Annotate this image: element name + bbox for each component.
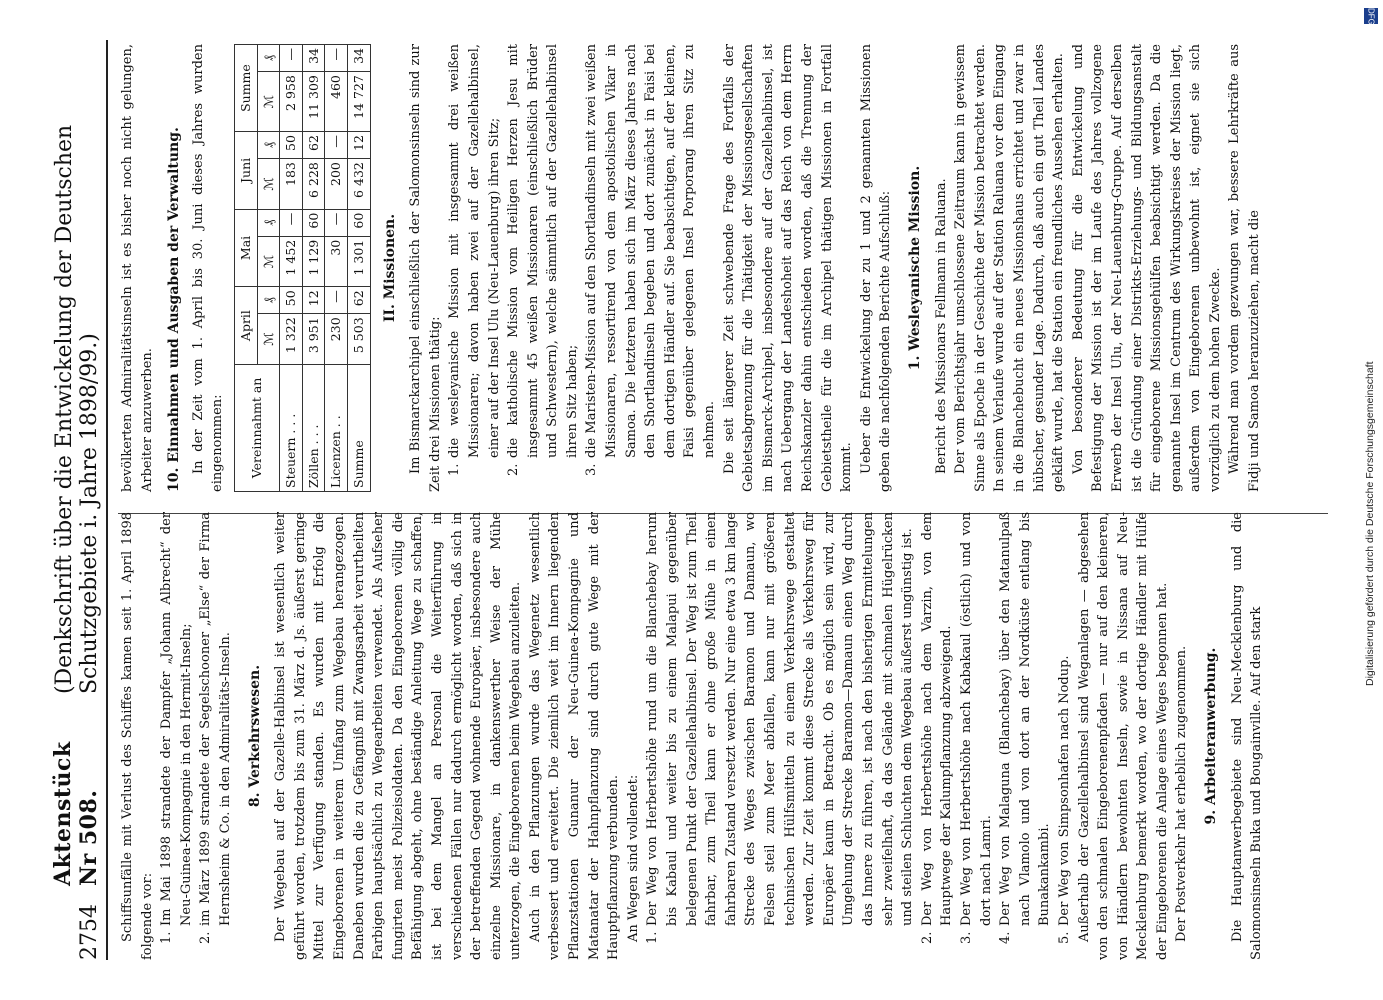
table-row-total: Summe 5 503 62 1 301 60 6 432 12 14 727 34 <box>347 45 370 492</box>
paragraph: Auch in den Pflanzungen wurde das Wegenetz wesentlich verbessert und erweitert. Die ziemlich weit im Innern liegenden Pflanzstationen Gunanur der Neu-Guinea-Kompagnie und Matanatar der Hahnpflanzung sind durch gute Wege mit der Hauptpflanzung verbunden. <box>527 512 622 960</box>
unit-header: ℳ <box>257 72 280 132</box>
list-item: 2.die katholische Mission vom Heiligen Herzen Jesu mit insgesammt 45 weißen Missionaren (einschließlich Brüder und Schwestern), welche sämmtlich auf der Gazellehalbinsel ihren Sitz haben; <box>506 44 580 476</box>
digitization-note: Digitalisierung gefördert durch die Deutsche Forschungsgemeinschaft <box>1364 361 1376 686</box>
table-header: Summe <box>234 45 257 132</box>
unit-header: ₰ <box>257 132 280 159</box>
list-item: 3.die Maristen-Mission auf den Shortlandinseln mit zwei weißen Missionaren, ressortirend von dem apostolischen Vikar in Samoa. Die letzteren haben sich im März dieses Jahres nach den Shortlandinseln begeben und dort zunächst in Faisi bei dem dortigen Händler auf. Sie beabsichtigen, auf der kleinen, Faisi gegenüber gelegenen Insel Porporang ihren Sitz zu nehmen. <box>584 44 718 476</box>
table-row: Zöllen . . . 3 951 12 1 129 60 6 228 62 11 309 34 <box>302 45 325 492</box>
paragraph: Der Postverkehr hat erheblich zugenommen. <box>1174 645 1190 942</box>
list-item: 4.Der Weg von Malaguna (Blanchebay) über den Matanulpaß nach Vlamolo und von dort an der Nordküste entlang bis Bunakankambi. <box>998 512 1053 944</box>
right-column <box>118 44 1265 492</box>
unit-header: ₰ <box>257 209 280 236</box>
page-header <box>50 40 102 960</box>
left-column <box>118 512 1267 960</box>
section-heading: 9. Arbeiteranwerbung. <box>1203 647 1220 825</box>
list-item: 3.Der Weg von Herbertshöhe nach Kabakaul (östlich) und von dort nach Lamri. <box>958 512 994 944</box>
paragraph: Bericht des Missionars Fellmann in Raluana. <box>933 178 949 474</box>
section-heading: II. Missionen. <box>381 213 398 323</box>
list-item: 2.im März 1899 strandete der Segelschooner „Else“ der Firma Hernsheim & Co. in den Admiralitäts-Inseln. <box>198 512 233 944</box>
section-heading: 10. Einnahmen und Ausgaben der Verwaltung. <box>166 127 183 492</box>
list-item: 2.Der Weg von Herbertshöhe nach dem Varzin, von dem Hauptwege der Kalumpflanzung abzweigend. <box>919 512 955 944</box>
paragraph: Schiffsunfälle mit Verlust des Schiffes kamen seit 1. April 1898 folgende vor: <box>120 512 155 960</box>
paragraph: Von besonderer Bedeutung für die Entwickelung und Befestigung der Mission ist der im Laufe des Jahres vollzogene Erwerb der Insel Ulu, der Neu-Lauenburg-Gruppe. Auf derselben ist die Gründung einer Distrikts-Erziehungs- und Bildungsanstalt für eingeborene Missionsgehülfen beabsichtigt werden. Da die genannte Insel im Centrum des Wirkungskreises der Mission liegt, außerdem von Eingeborenen unbewohnt ist, eignet sie sich vorzüglich zu dem hohen Zwecke. <box>1070 44 1223 492</box>
list-item: 1.Der Weg von Herbertshöhe rund um die Blanchebay herum bis Kabaul und weiter bis zu einem Malapui gegenüber belegenen Punkt der Gazellehalbinsel. Der Weg ist zum Theil fahrbar, zum Theil kann er ohne große Mühe in einen fahrbaren Zustand versetzt werden. Nur eine etwa 3 km lange Strecke des Weges zwischen Baramon und Damaun, wo Felsen steil zum Meer abfallen, kann nur mit größeren technischen Hülfsmitteln zu einem Verkehrswege gestaltet werden. Zur Zeit kommt diese Strecke als Verkehrsweg für Europäer kaum in Betracht. Ob es möglich sein wird, zur Umgehung der Strecke Baramon—Damaun einen Weg durch das Innere zu führen, ist nach den bisherigen Ermittelungen sehr zweifelhaft, da das Gelände mit schmalen Hügelrücken und steilen Schluchten dem Wegebau äußerst ungünstig ist. <box>645 512 916 944</box>
section-heading: 1. Wesleyanische Mission. <box>906 165 923 371</box>
table-row: Steuern . . . 1 322 50 1 452 — 183 50 2 958 — <box>280 45 303 492</box>
unit-header: ℳ <box>257 314 280 365</box>
list-item: 5.Der Weg von Simpsonhafen nach Nodup. <box>1056 655 1072 944</box>
paragraph: In der Zeit vom 1. April bis 30. Juni dieses Jahres wurden eingenommen: <box>190 44 226 492</box>
paragraph: Der Wegebau auf der Gazelle-Halbinsel ist wesentlich weiter geführt worden, trotzdem bis zum 31. März d. Js. äußerst geringe Mittel zur Verfügung standen. Es wurden mit Erfolg die Eingeborenen in weiterem Umfang zum Wegebau herangezogen. Daneben wurden die zu Gefängniß mit Zwangsarbeit verurtheilten Farbigen hauptsächlich zu Wegearbeiten verwendet. Als Aufseher fungirten meist Polizeisoldaten. Da den Eingeborenen völlig die Befähigung abgeht, ohne beständige Anleitung Wege zu schaffen, ist bei dem Mangel an Personal die Weiterführung in verschiedenen Fällen nur dadurch ermöglicht worden, daß sich in der betreffenden Gegend wohnende Europäer, insbesondere auch einzelne Missionare, in dankenswerther Weise der Mühe unterzogen, die Eingeborenen beim Wegebau anzuleiten. <box>273 512 524 960</box>
paragraph: Die Hauptanwerbegebiete sind Neu-Mecklenburg und die Salomonsinseln Buka und Bougainville. Auf den stark <box>1229 512 1265 960</box>
document-subtitle: (Denkschrift über die Entwickelung der Deutschen Schutzgebiete i. Jahre 1898/99.) <box>52 124 102 695</box>
header-rule <box>106 40 108 960</box>
section-heading: 8. Verkehrswesen. <box>246 664 263 808</box>
table-header: Juni <box>234 132 257 210</box>
paragraph: Die seit längerer Zeit schwebende Frage des Fortfalls der Gebietsabgrenzung für die Thätigkeit der Missionsgesellschaften im Bismarck-Archipel, insbesondere auf der Gazellehalbinsel, ist nach Uebergang der Landeshoheit auf das Reich von dem Herrn Reichskanzler dahin entschieden worden, daß die Trennung der Gebietstheile für die im Archipel thätigen Missionen in Fortfall kommt. <box>721 44 855 492</box>
table-header: Vereinnahmt an <box>234 364 279 491</box>
paragraph: Außerhalb der Gazellehalbinsel sind Weganlagen — abgesehen von den schmalen Eingeborenenpfaden — nur auf den kleineren, von Händlern bewohnten Inseln, sowie in Nissana auf Neu-Mecklenburg bemerkt worden, wo der dortige Händler mit Hülfe der Eingeborenen die Anlage eines Weges begonnen hat. <box>1076 512 1170 960</box>
list-item: 1.Im Mai 1898 strandete der Dampfer „Johann Albrecht“ der Neu-Guinea-Kompagnie in den Hermit-Inseln; <box>159 512 194 944</box>
paragraph: Der vom Berichtsjahr umschlossene Zeitraum kann in gewissem Sinne als Epoche in der Geschichte der Mission betrachtet werden. In seinem Verlaufe wurde auf der Station Raluana vor dem Eingang in die Blanchebucht ein neues Missionshaus errichtet und zwar in hübscher, gesunder Lage. Dadurch, daß auch ein gut Theil Landes gekläft wurde, hat die Station ein freundliches Aussehen erhalten. <box>953 44 1067 492</box>
table-header: April <box>234 287 257 365</box>
paragraph: An Wegen sind vollendet: <box>625 774 641 942</box>
unit-header: ℳ <box>257 236 280 287</box>
unit-header: ℳ <box>257 159 280 210</box>
paragraph: Im Bismarckarchipel einschließlich der Salomonsinseln sind zur Zeit drei Missionen thätig: <box>408 44 443 492</box>
unit-header: ₰ <box>257 45 280 72</box>
revenue-table <box>234 44 371 492</box>
table-row: Licenzen . . 230 — 30 — 200 — 460 — <box>325 45 348 492</box>
unit-header: ₰ <box>257 287 280 314</box>
document-title: Aktenstück Nr 508. <box>50 741 102 886</box>
paragraph: Während man vordem gezwungen war, bessere Lehrkräfte aus Fidji und Samoa heranzuziehen, macht die <box>1227 44 1263 492</box>
page-number: 2754 <box>77 904 102 960</box>
table-header: Mai <box>234 209 257 287</box>
paragraph: Ueber die Entwickelung der zu 1 und 2 genannten Missionen geben die nachfolgenden Berichte Aufschluß: <box>858 44 894 492</box>
dfg-logo: DFG <box>1364 8 1378 24</box>
list-item: 1.die wesleyanische Mission mit insgesammt drei weißen Missionaren; davon haben zwei auf der Gazellehalbinsel, einer auf der Insel Ulu (Neu-Lauenburg) ihren Sitz; <box>447 44 502 476</box>
paragraph: bevölkerten Admiralitätsinseln ist es bisher noch nicht gelungen, Arbeiter anzuwerben. <box>120 44 155 492</box>
